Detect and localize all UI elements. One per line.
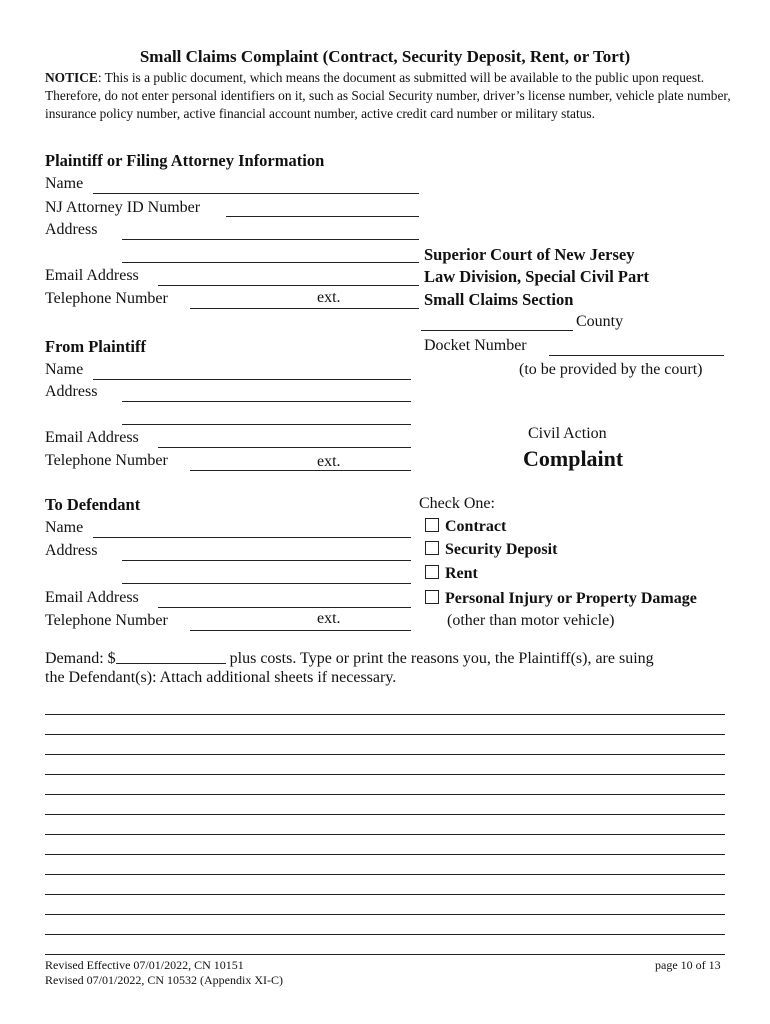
- defendant-phone-field[interactable]: [190, 630, 411, 631]
- attorney-email-label: Email Address: [45, 267, 139, 284]
- checkbox-square[interactable]: [425, 541, 439, 555]
- notice-label: NOTICE: [45, 70, 98, 85]
- attorney-id-label: NJ Attorney ID Number: [45, 199, 201, 216]
- attorney-name-label: Name: [45, 175, 84, 192]
- reason-line[interactable]: [45, 874, 725, 875]
- reason-line[interactable]: [45, 794, 725, 795]
- checkbox-contract-label: Contract: [445, 518, 507, 535]
- demand-line: [45, 649, 654, 668]
- checkbox-square[interactable]: [425, 518, 439, 532]
- checkbox-personal-injury-label: Personal Injury or Property Damage: [445, 590, 697, 607]
- plaintiff-ext-label: ext.: [317, 453, 341, 470]
- footer-page-number: page 10 of 13: [655, 958, 721, 972]
- defendant-email-field[interactable]: [158, 607, 411, 608]
- docket-number-label: Docket Number: [424, 337, 527, 354]
- docket-number-field[interactable]: [549, 355, 724, 356]
- attorney-id-field[interactable]: [226, 216, 419, 217]
- civil-action-label: Civil Action: [528, 425, 607, 442]
- attorney-phone-label: Telephone Number: [45, 290, 168, 307]
- reason-line[interactable]: [45, 934, 725, 935]
- plaintiff-phone-label: Telephone Number: [45, 452, 168, 469]
- plaintiff-address-field-1[interactable]: [122, 401, 411, 402]
- checkbox-security-deposit[interactable]: [425, 541, 557, 559]
- plaintiff-email-label: Email Address: [45, 429, 139, 446]
- notice-text: : This is a public document, which means the document as submitted will be available to the public upon request. Therefore, do not enter personal identifiers on it, such as Social Security number, driver’s license number, vehicle plate number, insurance policy number, active financial account number, active credit card number or military status.: [45, 70, 731, 121]
- checkbox-rent[interactable]: [425, 565, 478, 583]
- defendant-name-label: Name: [45, 519, 84, 536]
- form-title: Small Claims Complaint (Contract, Security Deposit, Rent, or Tort): [139, 47, 631, 66]
- attorney-address-field-2[interactable]: [122, 262, 419, 263]
- reason-line[interactable]: [45, 954, 725, 955]
- checkbox-square[interactable]: [425, 590, 439, 604]
- reason-line[interactable]: [45, 894, 725, 895]
- plaintiff-name-label: Name: [45, 361, 84, 378]
- county-label: County: [576, 313, 624, 330]
- attorney-name-field[interactable]: [93, 193, 419, 194]
- notice-paragraph: [45, 69, 735, 123]
- demand-suffix: plus costs. Type or print the reasons you, the Plaintiff(s), are suing: [225, 650, 654, 667]
- reason-line[interactable]: [45, 834, 725, 835]
- footer-revised-effective: Revised Effective 07/01/2022, CN 10151: [45, 958, 244, 972]
- checkbox-contract[interactable]: [425, 518, 506, 536]
- defendant-address-label: Address: [45, 542, 98, 559]
- plaintiff-email-field[interactable]: [158, 447, 411, 448]
- personal-injury-note: (other than motor vehicle): [447, 612, 615, 629]
- reason-line[interactable]: [45, 754, 725, 755]
- checkbox-personal-injury[interactable]: [425, 590, 697, 608]
- complaint-heading: Complaint: [523, 446, 624, 471]
- docket-note: (to be provided by the court): [519, 361, 703, 378]
- plaintiff-address-label: Address: [45, 383, 98, 400]
- defendant-address-field-2[interactable]: [122, 583, 411, 584]
- court-name: Superior Court of New Jersey: [424, 245, 635, 264]
- reason-line[interactable]: [45, 734, 725, 735]
- demand-prefix: Demand: $: [45, 650, 116, 667]
- defendant-phone-label: Telephone Number: [45, 612, 168, 629]
- attorney-email-field[interactable]: [158, 285, 419, 286]
- attorney-address-label: Address: [45, 221, 98, 238]
- defendant-address-field-1[interactable]: [122, 560, 411, 561]
- reason-line[interactable]: [45, 774, 725, 775]
- demand-instruction: the Defendant(s): Attach additional sheets if necessary.: [45, 669, 397, 686]
- to-defendant-heading: To Defendant: [45, 495, 141, 514]
- reason-line[interactable]: [45, 714, 725, 715]
- reason-line[interactable]: [45, 854, 725, 855]
- attorney-phone-field[interactable]: [190, 308, 419, 309]
- check-one-label: Check One:: [419, 495, 495, 512]
- defendant-name-field[interactable]: [93, 537, 411, 538]
- plaintiff-name-field[interactable]: [93, 379, 411, 380]
- defendant-email-label: Email Address: [45, 589, 139, 606]
- demand-amount-field[interactable]: [116, 649, 226, 664]
- reason-line[interactable]: [45, 914, 725, 915]
- plaintiff-phone-field[interactable]: [190, 470, 411, 471]
- footer-revised: Revised 07/01/2022, CN 10532 (Appendix XI-C): [45, 973, 283, 987]
- checkbox-square[interactable]: [425, 565, 439, 579]
- plaintiff-attorney-heading: Plaintiff or Filing Attorney Information: [45, 151, 325, 170]
- defendant-ext-label: ext.: [317, 610, 341, 627]
- plaintiff-address-field-2[interactable]: [122, 424, 411, 425]
- attorney-address-field-1[interactable]: [122, 239, 419, 240]
- reason-line[interactable]: [45, 814, 725, 815]
- court-section: Small Claims Section: [424, 290, 574, 309]
- county-field[interactable]: [421, 330, 573, 331]
- from-plaintiff-heading: From Plaintiff: [45, 337, 146, 356]
- checkbox-security-deposit-label: Security Deposit: [445, 541, 558, 558]
- checkbox-rent-label: Rent: [445, 565, 478, 582]
- court-division: Law Division, Special Civil Part: [424, 267, 650, 286]
- attorney-ext-label: ext.: [317, 289, 341, 306]
